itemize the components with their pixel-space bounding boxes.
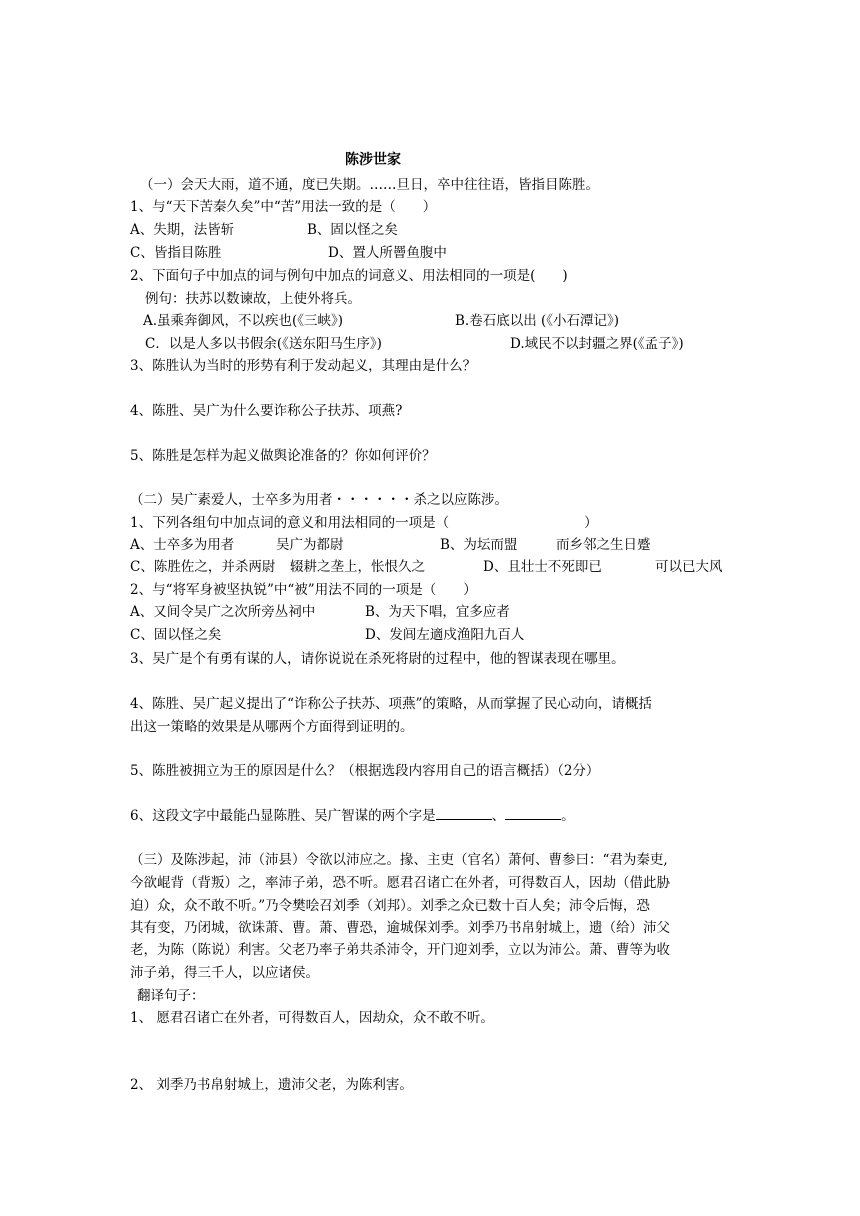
translate-instruction: 翻译句子：: [137, 988, 205, 1004]
section-3-passage-line-5: 老，为陈（陈说）利害。父老乃率子弟共杀沛令，开门迎刘季，立以为沛公。萧、曹等为收: [130, 942, 670, 958]
section-3-passage-line-4: 其有变，乃闭城，欲诛萧、曹。萧、曹恐，逾城保刘季。刘季乃书帛射城上，遗（给）沛父: [130, 920, 670, 936]
page-title: 陈涉世家: [345, 152, 401, 168]
section-3-passage-line-2: 今欲崐背（背叛）之，率沛子弟，恐不听。愿君召诸亡在外者，可得数百人，因劫（借此胁: [130, 875, 670, 891]
s1-question-4: 4、陈胜、吴广为什么要诈称公子扶苏、项燕?: [130, 403, 403, 419]
s2-question-6: [130, 807, 575, 824]
s2-q1-option-b-1: B、为坛而盟: [440, 537, 518, 553]
s2-question-3: 3、吴广是个有勇有谋的人，请你说说在杀死将尉的过程中，他的智谋表现在哪里。: [130, 651, 625, 667]
translate-sentence-1: 1、 愿君召诸亡在外者，可得数百人，因劫众，众不敢不听。: [130, 1010, 494, 1026]
s1-q1-option-a: A、失期，法皆斩: [130, 222, 235, 238]
s2-q6-prompt: 6、这段文字中最能凸显陈胜、吴广智谋的两个字是: [130, 808, 436, 824]
answer-blank-2[interactable]: [505, 807, 561, 820]
section-3-passage-line-3: 迫）众，众不敢不听。”乃令樊哙召刘季（刘邦）。刘季之众已数十百人矣；沛令后悔，恐: [130, 898, 650, 914]
s2-q1-option-c-2: 辍耕之垄上，怅恨久之: [290, 559, 425, 575]
s2-q2-option-d: D、发闾左適戍渔阳九百人: [365, 627, 525, 643]
s2-question-4-line-1: 4、陈胜、吴广起义提出了“诈称公子扶苏、项燕”的策略，从而掌握了民心动向，请概括: [130, 696, 652, 712]
s1-q2-option-b: B.卷石底以出 (《小石潭记》): [455, 313, 620, 329]
s1-q1-option-c: C、皆指目陈胜: [130, 245, 222, 261]
section-3-passage-line-1: （三）及陈涉起，沛（沛县）令欲以沛应之。掾、主吏（官名）萧何、曹参曰：“君为秦吏,: [130, 852, 668, 868]
s1-q1-option-d: D、置人所罾鱼腹中: [328, 245, 447, 261]
s2-question-1: 1、下列各组句中加点词的意义和用法相同的一项是（ ）: [130, 515, 598, 531]
s2-q1-option-b-2: 而乡邻之生日蹙: [556, 537, 651, 553]
section-1-passage: （一）会天大雨，道不通，度已失期。……旦日，卒中往往语，皆指目陈胜。: [140, 177, 599, 193]
s1-question-3: 3、陈胜认为当时的形势有利于发动起义，其理由是什么？: [130, 358, 477, 374]
s1-q2-option-a: A.虽乘奔御风，不以疾也(《三峡》): [143, 313, 344, 329]
s1-question-1: 1、与“天下苦秦久矣”中“苦”用法一致的是（ ）: [130, 199, 437, 215]
section-2-passage: （二）吴广素爱人，士卒多为用者・・・・・・杀之以应陈涉。: [130, 492, 508, 508]
s1-q2-option-d: D.域民不以封疆之界(《孟子》): [510, 336, 684, 352]
s2-q2-option-c: C、固以怪之矣: [130, 627, 222, 643]
s2-q1-option-c-1: C、陈胜佐之，并杀两尉: [130, 559, 276, 575]
s1-question-5: 5、陈胜是怎样为起义做舆论准备的？你如何评价？: [130, 448, 436, 464]
s2-question-4-line-2: 出这一策略的效果是从哪两个方面得到证明的。: [130, 719, 414, 735]
s2-q1-option-a-1: A、士卒多为用者: [130, 537, 235, 553]
translate-sentence-2: 2、 刘季乃书帛射城上，遗沛父老，为陈利害。: [130, 1077, 413, 1093]
s2-question-5: 5、陈胜被拥立为王的原因是什么？（根据选段内容用自己的语言概括）（2分）: [130, 763, 600, 779]
s2-q2-option-b: B、为天下唱，宜多应者: [365, 604, 510, 620]
s2-q6-separator: 、: [491, 808, 506, 824]
s2-q1-option-d-1: D、且壮士不死即已: [483, 559, 602, 575]
answer-blank-1[interactable]: [436, 807, 492, 820]
s2-q1-option-a-2: 吴广为都尉: [276, 537, 344, 553]
s2-q1-option-d-2: 可以已大风: [655, 559, 723, 575]
s2-q6-end: 。: [561, 808, 575, 824]
s1-q2-option-c: C．以是人多以书假余(《送东阳马生序》): [145, 336, 382, 352]
s2-q2-option-a: A、又间令吴广之次所旁丛祠中: [130, 604, 316, 620]
s2-question-2: 2、与“将军身被坚执锐”中“被”用法不同的一项是（ ）: [130, 582, 477, 598]
s1-question-2: 2、下面句子中加点的词与例句中加点的词意义、用法相同的一项是( ): [130, 268, 568, 284]
section-3-passage-line-6: 沛子弟，得三千人，以应诸侯。: [130, 965, 319, 981]
s1-q1-option-b: B、固以怪之矣: [307, 222, 398, 238]
s1-q2-example: 例句：扶苏以数谏故，上使外将兵。: [145, 291, 361, 307]
